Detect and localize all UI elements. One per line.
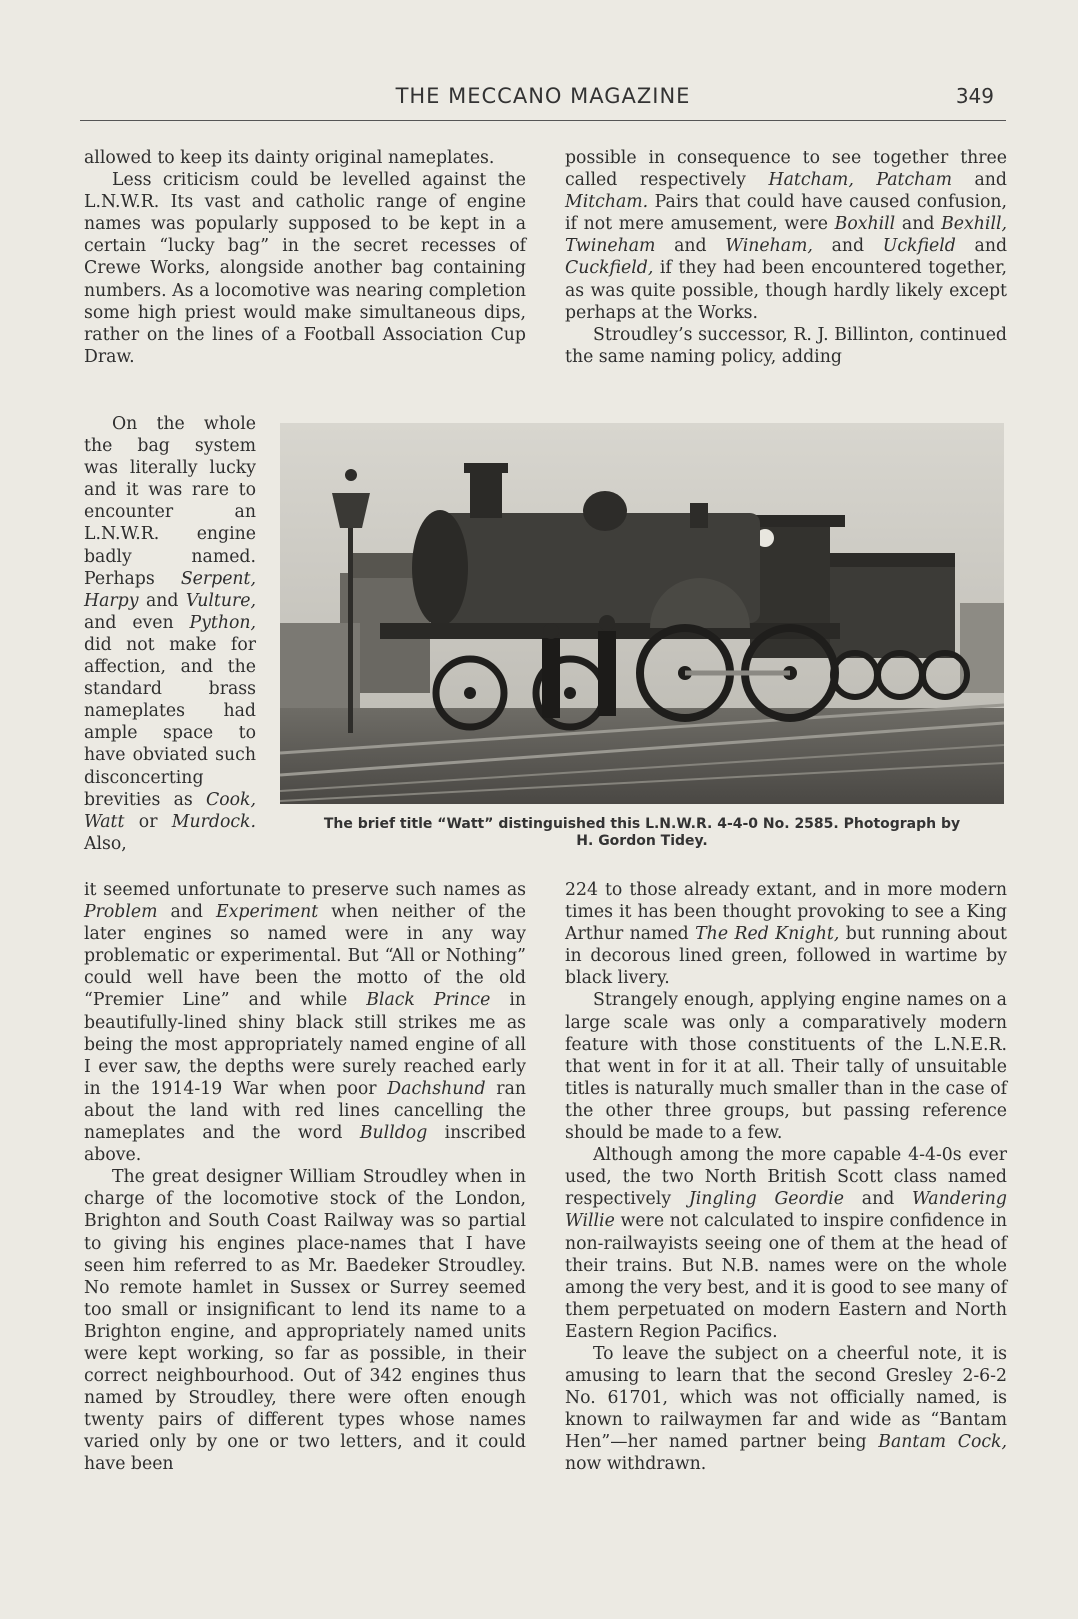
magazine-title: THE MECCANO MAGAZINE — [395, 84, 691, 108]
paragraph: Strangely enough, applying engine names on a large scale was only a comparatively modern feature with those constituents of the L.N.E.R. that went in for it at all. Their tally of unsuitable titles is naturally much smaller than in the case of the other three groups, but passing reference should be made to a few. — [565, 990, 1007, 1144]
caption-line-2: H. Gordon Tidey. — [576, 833, 708, 849]
paragraph: possible in consequence to see together three called respectively Hatcham, Patcham and Mitcham. Pairs that could have caused confusion, if not mere amusement, were Boxhill and Bexhill, Twineham and Wineham, and Uckfield and Cuckfield, if they had been encountered together, as was quite possible, though hardly likely except perhaps at the Works. — [565, 148, 1008, 323]
paragraph: On the whole the bag system was literally lucky and it was rare to encounter an L.N.W.R. engine badly named. Perhaps Serpent, Harpy and Vulture, and even Python, did not make for affection, and the standard brass nameplates had ample space to have obviated such disconcerting brevities as Cook, Watt or Murdock. Also, — [84, 414, 256, 854]
left-column-bottom — [84, 879, 526, 1476]
locomotive-illustration — [280, 423, 1004, 804]
photo-caption — [276, 816, 1008, 850]
paragraph: To leave the subject on a cheerful note, it is amusing to learn that the second Gresley 2-6-2 No. 61701, which was not officially named, is known to railwaymen far and wide as “Bantam Hen”—her named partner being Bantam Cock, now withdrawn. — [565, 1343, 1007, 1475]
left-column-beside-photo — [84, 413, 256, 855]
right-column-top — [565, 147, 1007, 368]
caption-line-1: The brief title “Watt” distinguished this L.N.W.R. 4-4-0 No. 2585. Photograph by — [323, 816, 961, 832]
left-column-top — [84, 147, 526, 368]
paragraph: Although among the more capable 4-4-0s ever used, the two North British Scott class named respectively Jingling Geordie and Wandering Willie were not calculated to inspire confidence in non-railwayists seeing one of them at the head of their trains. But N.B. names were on the whole among the very best, and it is good to see many of them perpetuated on modern Eastern and North Eastern Region Pacifics. — [565, 1145, 1007, 1342]
paragraph: Less criticism could be levelled against the L.N.W.R. Its vast and catholic range of engine names was popularly supposed to be kept in a certain “lucky bag” in the secret recesses of Crewe Works, alongside another bag containing numbers. As a locomotive was nearing completion some high priest would make simultaneous dips, rather on the lines of a Football Association Cup Draw. — [84, 170, 526, 367]
right-column-bottom — [565, 879, 1007, 1476]
paragraph: Stroudley’s successor, R. J. Billinton, continued the same naming policy, adding — [565, 324, 1007, 367]
paragraph: 224 to those already extant, and in more modern times it has been thought provoking to see a King Arthur named The Red Knight, but running about in decorous lined green, followed in wartime by black livery. — [565, 880, 1007, 989]
locomotive-photograph — [280, 423, 1004, 804]
paragraph: allowed to keep its dainty original nameplates. — [84, 148, 495, 168]
page-number: 349 — [955, 84, 994, 108]
page-header — [80, 84, 1006, 121]
paragraph: The great designer William Stroudley when in charge of the locomotive stock of the London, Brighton and South Coast Railway was so partial to giving his engines place-names that I have seen him referred to as Mr. Baedeker Stroudley. No remote hamlet in Sussex or Surrey seemed too small or insignificant to lend its name to a Brighton engine, and appropriately named units were kept working, so far as possible, in their correct neighbourhood. Out of 342 engines thus named by Stroudley, there were often enough twenty pairs of different types whose names varied only by one or two letters, and it could have been — [84, 1167, 526, 1475]
paragraph: it seemed unfortunate to preserve such names as Problem and Experiment when neither of the later engines so named were in any way problematic or experimental. But “All or Nothing” could well have been the motto of the old “Premier Line” and while Black Prince in beautifully-lined shiny black still strikes me as being the most appropriately named engine of all I ever saw, the depths were surely reached early in the 1914-19 War when poor Dachshund ran about the land with red lines cancelling the nameplates and the word Bulldog inscribed above. — [84, 880, 527, 1166]
